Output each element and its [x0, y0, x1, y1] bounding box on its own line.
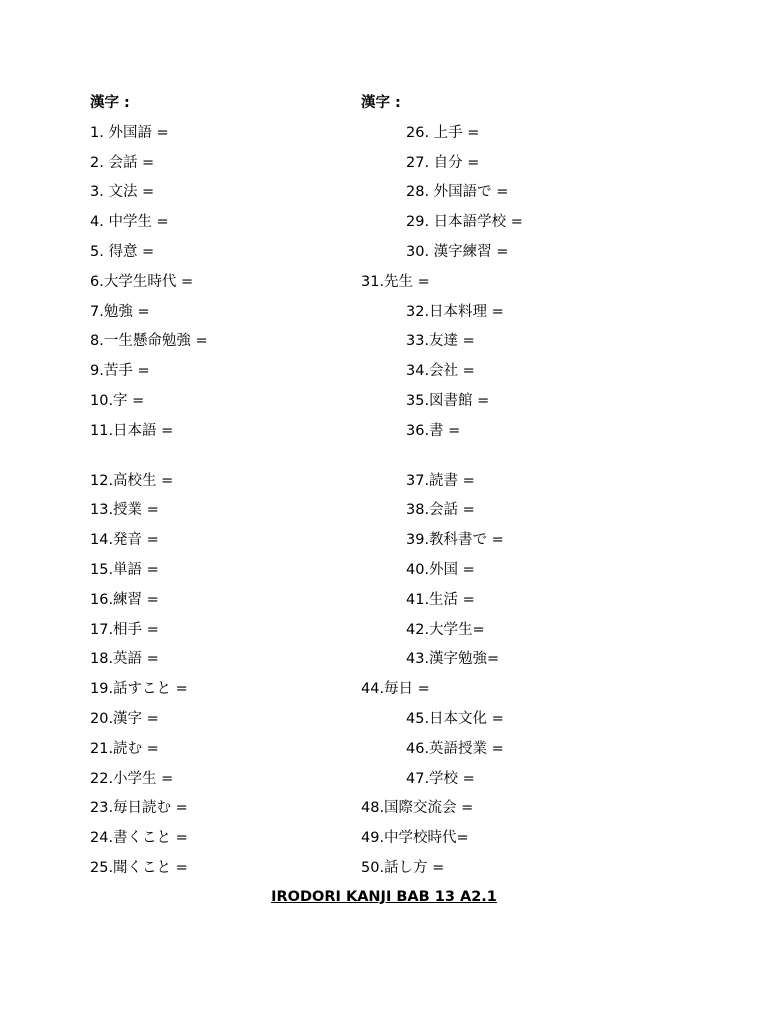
list-item: 27. 自分 =	[406, 154, 480, 171]
list-item: 48.国際交流会 =	[361, 800, 474, 817]
list-item: 22.小学生 =	[90, 770, 174, 787]
list-item: 23.毎日読む =	[90, 800, 188, 817]
list-item: 2. 会話 =	[90, 154, 155, 171]
list-item: 44.毎日 =	[361, 681, 430, 698]
list-item: 33.友達 =	[406, 333, 475, 350]
list-item: 42.大学生=	[406, 621, 485, 638]
list-item: 6.大学生時代 =	[90, 273, 194, 290]
list-item: 25.聞くこと =	[90, 859, 188, 876]
list-item: 7.勉強 =	[90, 303, 150, 320]
list-item: 8.一生懸命勉強 =	[90, 333, 208, 350]
list-item: 24.書くこと =	[90, 830, 188, 847]
list-item: 31.先生 =	[361, 273, 430, 290]
right-column	[361, 89, 621, 884]
list-item: 36.書 =	[406, 422, 461, 439]
list-item: 32.日本料理 =	[406, 303, 504, 320]
list-item: 21.読む =	[90, 740, 159, 757]
list-item: 14.発音 =	[90, 532, 159, 549]
list-item: 45.日本文化 =	[406, 710, 504, 727]
list-item: 40.外国 =	[406, 561, 475, 578]
list-item: 13.授業 =	[90, 502, 159, 519]
list-item: 19.話すこと =	[90, 681, 188, 698]
list-item: 18.英語 =	[90, 651, 159, 668]
list-item: 12.高校生 =	[90, 472, 174, 489]
list-item: 50.話し方 =	[361, 859, 445, 876]
list-item: 46.英語授業 =	[406, 740, 504, 757]
list-item: 16.練習 =	[90, 591, 159, 608]
list-item: 5. 得意 =	[90, 243, 155, 260]
list-item: 20.漢字 =	[90, 710, 159, 727]
list-item: 49.中学校時代=	[361, 830, 469, 847]
right-column-heading: 漢字 :	[361, 95, 401, 111]
list-item: 3. 文法 =	[90, 184, 155, 201]
list-item: 41.生活 =	[406, 591, 475, 608]
list-item: 30. 漢字練習 =	[406, 243, 509, 260]
worksheet-title: IRODORI KANJI BAB 13 A2.1	[271, 889, 497, 905]
list-item: 34.会社 =	[406, 363, 475, 380]
list-item: 29. 日本語学校 =	[406, 214, 523, 231]
list-item: 37.読書 =	[406, 472, 475, 489]
list-item: 38.会話 =	[406, 502, 475, 519]
list-item: 28. 外国語で =	[406, 184, 509, 201]
list-item: 35.図書館 =	[406, 392, 490, 409]
list-item: 17.相手 =	[90, 621, 159, 638]
list-item: 9.苦手 =	[90, 363, 150, 380]
left-column	[90, 89, 350, 884]
list-item: 11.日本語 =	[90, 422, 174, 439]
list-item: 1. 外国語 =	[90, 124, 169, 141]
list-item: 26. 上手 =	[406, 124, 480, 141]
left-column-heading: 漢字 :	[90, 95, 130, 111]
list-item: 43.漢字勉強=	[406, 651, 500, 668]
list-item: 10.字 =	[90, 392, 145, 409]
list-item: 15.単語 =	[90, 561, 159, 578]
list-item: 47.学校 =	[406, 770, 475, 787]
list-item: 4. 中学生 =	[90, 214, 169, 231]
list-item: 39.教科書で =	[406, 532, 504, 549]
